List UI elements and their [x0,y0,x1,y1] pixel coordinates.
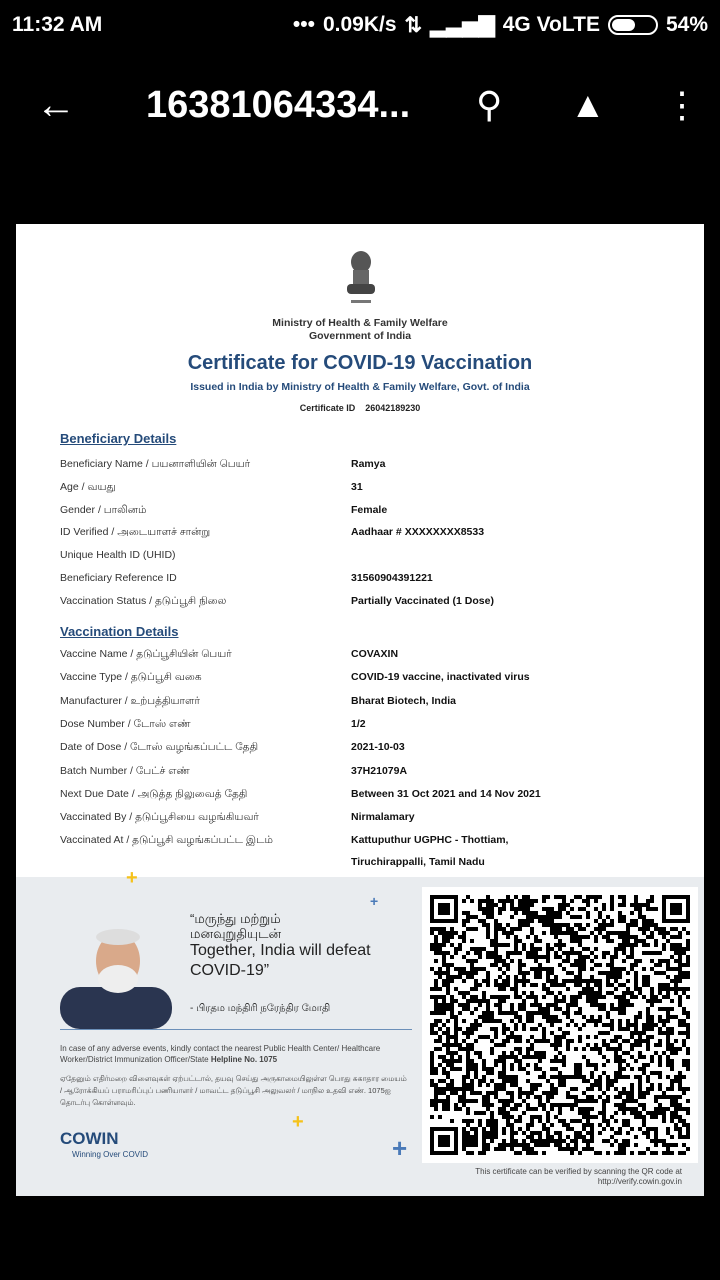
ministry-header [16,317,704,343]
cowin-logo: COWIN [60,1129,119,1148]
plus-decoration-icon: + [392,1133,408,1163]
battery-percent: 54% [665,13,708,36]
clock: 11:32 AM [12,13,103,36]
quote-tamil: மனவுறுதியுடன் [190,926,282,941]
detail-value: 1/2 [351,717,366,730]
detail-label: Batch Number / பேட்ச் எண் [60,764,190,777]
verify-text: This certificate can be verified by scanning the QR code at [475,1167,682,1176]
detail-row [60,788,680,804]
certificate-id-label: Certificate ID [299,403,356,413]
detail-value: Partially Vaccinated (1 Dose) [351,594,494,607]
plus-decoration-icon: + [370,893,379,909]
certificate-title: Certificate for COVID-19 Vaccination [187,352,533,374]
detail-value: Between 31 Oct 2021 and 14 Nov 2021 [351,787,541,800]
battery-icon [608,15,658,35]
certificate-id [16,403,704,413]
cowin-tagline: Winning Over COVID [72,1150,149,1159]
detail-row [60,504,680,520]
helpline: Helpline No. 1075 [210,1055,278,1064]
detail-row [60,648,680,664]
detail-label: Age / வயது [60,480,116,493]
pm-portrait [60,917,172,1029]
detail-row [60,834,680,850]
detail-row [60,595,680,611]
quote-attribution: - பிரதம மந்திரி நரேந்திர மோதி [190,1003,331,1014]
vaccination-heading: Vaccination Details [60,624,179,639]
beneficiary-heading: Beneficiary Details [60,431,177,446]
more-vert-icon[interactable]: ⋮ [664,84,700,125]
detail-label: Date of Dose / டோஸ் வழங்கப்பட்ட தேதி [60,741,259,754]
detail-value: 2021-10-03 [351,741,405,754]
divider [60,1029,412,1030]
detail-row [60,718,680,734]
detail-label: Gender / பாலினம் [60,503,147,516]
detail-label: Next Due Date / அடுத்த நிலுவைத் தேதி [60,787,248,800]
pm-quote [190,911,371,981]
detail-value: Ramya [351,458,386,470]
detail-value: 31560904391221 [351,572,433,584]
drive-add-icon[interactable]: ▲ [570,84,606,125]
national-emblem-icon [341,248,381,310]
adverse-events-note [60,1043,410,1065]
toolbar [0,60,720,150]
detail-value: Kattuputhur UGPHC - Thottiam, [351,834,509,847]
network-type: 4G VoLTE [502,13,600,36]
ministry-name: Ministry of Health & Family Welfare [272,317,448,329]
arrow-left-icon[interactable]: ← [36,82,76,127]
vaccinated-at-line2 [60,856,680,872]
detail-value: Nirmalamary [351,811,415,824]
detail-row [60,741,680,757]
detail-value: Female [351,503,388,516]
detail-label: Vaccination Status / தடுப்பூசி நிலை [60,594,227,607]
detail-label: Unique Health ID (UHID) [60,549,176,562]
detail-label: Dose Number / டோஸ் எண் [60,717,191,730]
detail-row [60,695,680,711]
search-icon[interactable]: ⚲ [476,84,503,125]
detail-value: COVID-19 vaccine, inactivated virus [351,671,530,684]
detail-value: COVAXIN [351,648,399,660]
detail-row [60,549,680,565]
detail-row [60,811,680,827]
detail-value: Aadhaar # XXXXXXXX8533 [351,526,485,539]
issued-by: Issued in India by Ministry of Health & Family Welfare, Govt. of India [190,381,530,393]
detail-row [60,458,680,474]
plus-decoration-icon: + [292,1111,304,1133]
detail-label: Beneficiary Name / பயனாளியின் பெயர் [60,458,251,470]
verify-note [475,1167,682,1187]
data-arrows-icon: ⇅ [404,13,423,37]
quote-tamil: “மருந்து மற்றும் [190,911,281,926]
detail-label: Beneficiary Reference ID [60,572,177,584]
certificate-id-value: 26042189230 [365,403,421,413]
detail-row [60,671,680,687]
notification-dots: ••• [292,13,315,36]
adverse-text: In case of any adverse events, kindly contact the nearest Public Health Center/ Healthcare Worker/District Immunization Officer/State [60,1044,381,1064]
detail-label: ID Verified / அடையாளச் சான்று [60,526,211,539]
quote-english: COVID-19” [190,962,270,979]
quote-english: Together, India will defeat [190,942,371,959]
government-name: Government of India [308,330,412,342]
detail-label: Vaccine Name / தடுப்பூசியின் பெயர் [60,648,232,660]
detail-row [60,526,680,542]
detail-value: Tiruchirappalli, Tamil Nadu [351,856,485,868]
detail-row [60,572,680,588]
certificate-document [16,224,704,1196]
detail-value: 37H21079A [351,764,408,777]
status-bar [0,0,720,50]
plus-decoration-icon: + [126,867,138,889]
detail-label: Vaccine Type / தடுப்பூசி வகை [60,671,202,684]
network-speed: 0.09K/s [322,13,397,36]
verify-url[interactable]: http://verify.cowin.gov.in [597,1177,682,1186]
file-title: 16381064334... [146,83,411,126]
qr-code [422,887,698,1163]
detail-value: 31 [351,480,363,493]
certificate-footer [16,867,704,1196]
detail-label: Vaccinated By / தடுப்பூசியை வழங்கியவர் [60,811,259,824]
signal-icon: ▂▃▅▇ [430,13,495,37]
adverse-events-tamil: ஏதேனும் எதிர்மறை விளைவுகள் ஏற்பட்டால், தயவு செய்து அருகாமையிலுள்ள பொது சுகாதார மையம் / ஆரோக்கியப் பராமரிப்புப் பணியாளர் / மாவட்ட தடுப்பூசி அலுவலர் / மாநில உதவி எண். 1075ஐ தொடர்பு கொள்ளவும். [60,1074,407,1107]
detail-label: Vaccinated At / தடுப்பூசி வழங்கப்பட்ட இடம் [60,834,273,847]
detail-row [60,481,680,497]
detail-value: Bharat Biotech, India [351,694,457,707]
detail-row [60,765,680,781]
detail-label: Manufacturer / உற்பத்தியாளர் [60,694,200,707]
